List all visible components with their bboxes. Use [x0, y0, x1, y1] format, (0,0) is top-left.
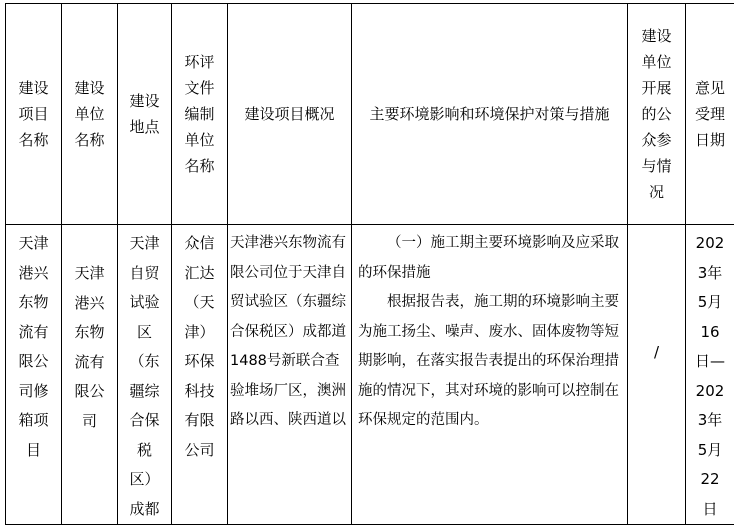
- cell-public-participation: /: [628, 225, 686, 525]
- header-opinion-date: 意见受理日期: [686, 4, 734, 225]
- measures-body: 根据报告表，施工期的环境影响主要为施工扬尘、噪声、废水、固体废物等短期影响，在落实报告表提出的环保治理措施的情况下，其对环境的影响可以控制在环保规定的范围内。: [358, 288, 623, 436]
- header-eia-unit: 环评文件编制单位名称: [172, 4, 228, 225]
- table-header-row: [6, 4, 734, 225]
- header-overview: 建设项目概况: [228, 4, 352, 225]
- eia-info-table: [5, 3, 734, 525]
- header-project-name: 建设项目名称: [6, 4, 62, 225]
- header-public-participation: 建设单位开展的公众参与情况: [628, 4, 686, 225]
- cell-location: 天津自贸试验区（东疆综合保税区）成都: [118, 225, 172, 525]
- measures-heading: （一）施工期主要环境影响及应采取的环保措施: [358, 229, 623, 288]
- header-measures: 主要环境影响和环境保护对策与措施: [352, 4, 628, 225]
- cell-overview: 天津港兴东物流有限公司位于天津自贸试验区（东疆综合保税区）成都道1488号新联合查验堆场厂区，澳洲路以西、陕西道以: [228, 225, 352, 525]
- header-location: 建设地点: [118, 4, 172, 225]
- table-row: [6, 225, 734, 525]
- cell-eia-unit: 众信汇达（天津）环保科技有限公司: [172, 225, 228, 525]
- cell-unit-name: 天津港兴东物流有限公司: [62, 225, 118, 525]
- cell-measures: [352, 225, 628, 525]
- cell-opinion-date: 2023年5月16日—2023年5月22日: [686, 225, 734, 525]
- header-unit-name: 建设单位名称: [62, 4, 118, 225]
- cell-project-name: 天津港兴东物流有限公司修箱项目: [6, 225, 62, 525]
